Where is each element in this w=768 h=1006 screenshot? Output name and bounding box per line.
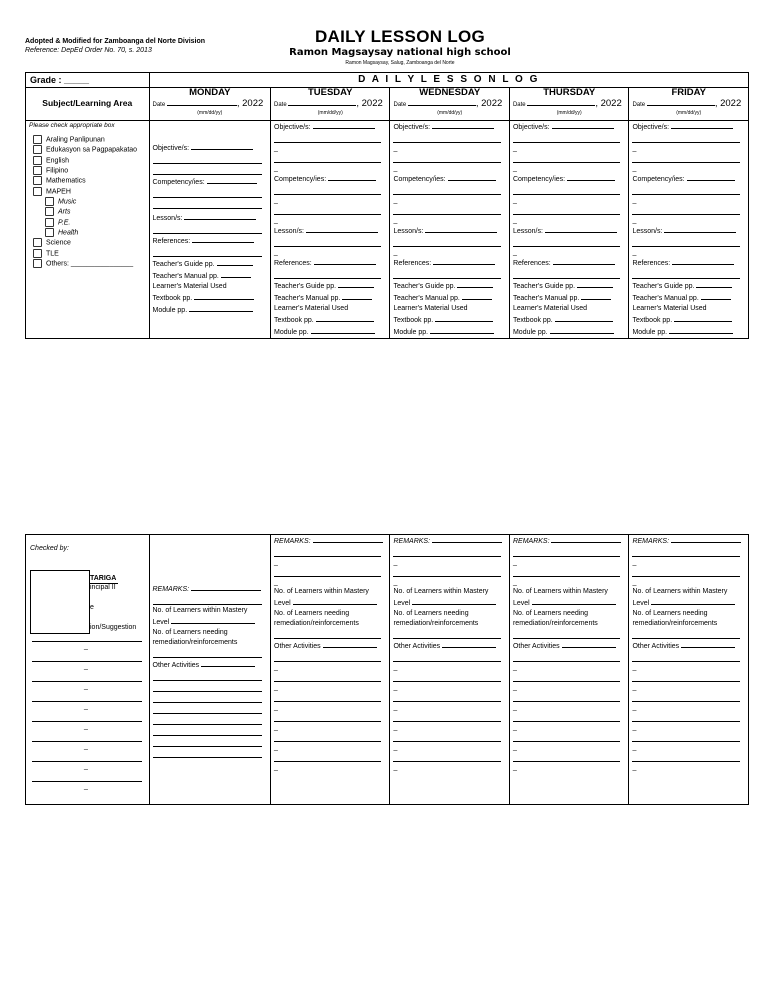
- page-title: DAILY LESSON LOG: [314, 27, 486, 46]
- checkbox[interactable]: [33, 166, 42, 175]
- remarks-table: [25, 534, 749, 805]
- monday-content[interactable]: Objective/s: Competency/ies: Lesson/s: References: Teacher's Guide pp. Teacher's Manual pp. Learner's Material Used Textbook pp. Module pp.: [149, 121, 271, 339]
- subject-math[interactable]: Mathematics: [33, 176, 149, 186]
- checked-by-label: Checked by:: [30, 545, 69, 552]
- subject-music[interactable]: Music: [33, 197, 149, 207]
- adopted-text: Adopted & Modified for Zamboanga del Norte Division: [25, 38, 206, 45]
- grade-field[interactable]: Grade : _____: [26, 73, 150, 88]
- subject-tle[interactable]: TLE: [33, 249, 149, 259]
- subject-checklist: [26, 121, 150, 339]
- friday-remarks[interactable]: REMARKS: _ _ No. of Learners within Mastery Level No. of Learners needing remediation/reinforcements Other Activities _ _ _ _ _ _: [629, 535, 749, 805]
- friday-content[interactable]: Objective/s: _ _ Competency/ies: _ _ Lesson/s: _ References: Teacher's Guide pp. Teacher's Manual pp. Learner's Material Used Textbook pp. Module pp.: [629, 121, 749, 339]
- day-header-monday: MONDAY Date , 2022 (mm/dd/yy): [149, 88, 271, 121]
- banner: D A I L Y L E S S O N L O G: [149, 73, 749, 88]
- subject-label: Subject/Learning Area: [26, 88, 150, 121]
- checkbox[interactable]: [45, 207, 54, 216]
- checkbox[interactable]: [45, 228, 54, 237]
- checkbox[interactable]: [33, 249, 42, 258]
- date-label: e: [90, 604, 94, 611]
- thursday-remarks[interactable]: REMARKS: _ _ No. of Learners within Mastery Level No. of Learners needing remediation/reinforcements Other Activities _ _ _ _ _ _: [509, 535, 628, 805]
- principal-position: incipal II: [90, 584, 116, 591]
- subject-pe[interactable]: P.E.: [33, 218, 149, 228]
- school-name: Ramon Magsaysay national high school: [289, 47, 511, 58]
- checkbox[interactable]: [45, 218, 54, 227]
- subject-health[interactable]: Health: [33, 228, 149, 238]
- subject-science[interactable]: Science: [33, 238, 149, 248]
- checkbox[interactable]: [33, 187, 42, 196]
- tuesday-content[interactable]: Objective/s: _ _ Competency/ies: _ _ Lesson/s: _ References: Teacher's Guide pp. Teacher's Manual pp. Learner's Material Used Textbook pp. Module pp.: [271, 121, 390, 339]
- principal-name: TARIGA: [90, 575, 117, 582]
- wednesday-remarks[interactable]: REMARKS: _ _ No. of Learners within Mastery Level No. of Learners needing remediation/reinforcements Other Activities _ _ _ _ _ _: [390, 535, 509, 805]
- signature-photo-box: [30, 570, 90, 634]
- day-header-friday: FRIDAY Date , 2022 (mm/dd/yy): [629, 88, 749, 121]
- thursday-content[interactable]: Objective/s: _ _ Competency/ies: _ _ Lesson/s: _ References: Teacher's Guide pp. Teacher's Manual pp. Learner's Material Used Textbook pp. Module pp.: [509, 121, 628, 339]
- reference-text: Reference: DepEd Order No. 70, s. 2013: [25, 47, 152, 54]
- subject-araling[interactable]: Araling Panlipunan: [33, 135, 149, 145]
- subject-english[interactable]: English: [33, 156, 149, 166]
- tuesday-remarks[interactable]: REMARKS: _ _ No. of Learners within Mastery Level No. of Learners needing remediation/reinforcements Other Activities _ _ _ _ _ _: [271, 535, 390, 805]
- checkbox[interactable]: [33, 259, 42, 268]
- checkbox[interactable]: [45, 197, 54, 206]
- subject-esp[interactable]: Edukasyon sa Pagpapakatao: [33, 145, 149, 155]
- subject-arts[interactable]: Arts: [33, 207, 149, 217]
- lesson-log-table: [25, 72, 749, 339]
- subject-filipino[interactable]: Filipino: [33, 166, 149, 176]
- suggestion-label: ion/Suggestion: [90, 624, 137, 631]
- school-address: Ramon Magsaysay, Salug, Zamboanga del Norte: [345, 60, 455, 66]
- day-header-wednesday: WEDNESDAY Date , 2022 (mm/dd/yy): [390, 88, 509, 121]
- checkbox[interactable]: [33, 156, 42, 165]
- subject-others[interactable]: Others: ________________: [33, 259, 149, 269]
- wednesday-content[interactable]: Objective/s: _ _ Competency/ies: _ _ Lesson/s: _ References: Teacher's Guide pp. Teacher's Manual pp. Learner's Material Used Textbook pp. Module pp.: [390, 121, 509, 339]
- day-header-tuesday: TUESDAY Date , 2022 (mm/dd/yy): [271, 88, 390, 121]
- check-note: Please check appropriate box: [29, 122, 115, 129]
- subject-mapeh[interactable]: MAPEH: [33, 187, 149, 197]
- header-left: [25, 37, 205, 55]
- monday-remarks[interactable]: REMARKS: No. of Learners within Mastery Level No. of Learners needing remediation/reinforcements Other Activities: [149, 535, 271, 805]
- checkbox[interactable]: [33, 176, 42, 185]
- checkbox[interactable]: [33, 145, 42, 154]
- day-header-thursday: THURSDAY Date , 2022 (mm/dd/yy): [509, 88, 628, 121]
- checked-by-cell: Checked by: TARIGA incipal II e ion/Suggestion _ _ _ _ _ _ _ _: [26, 535, 150, 805]
- checkbox[interactable]: [33, 135, 42, 144]
- checkbox[interactable]: [33, 238, 42, 247]
